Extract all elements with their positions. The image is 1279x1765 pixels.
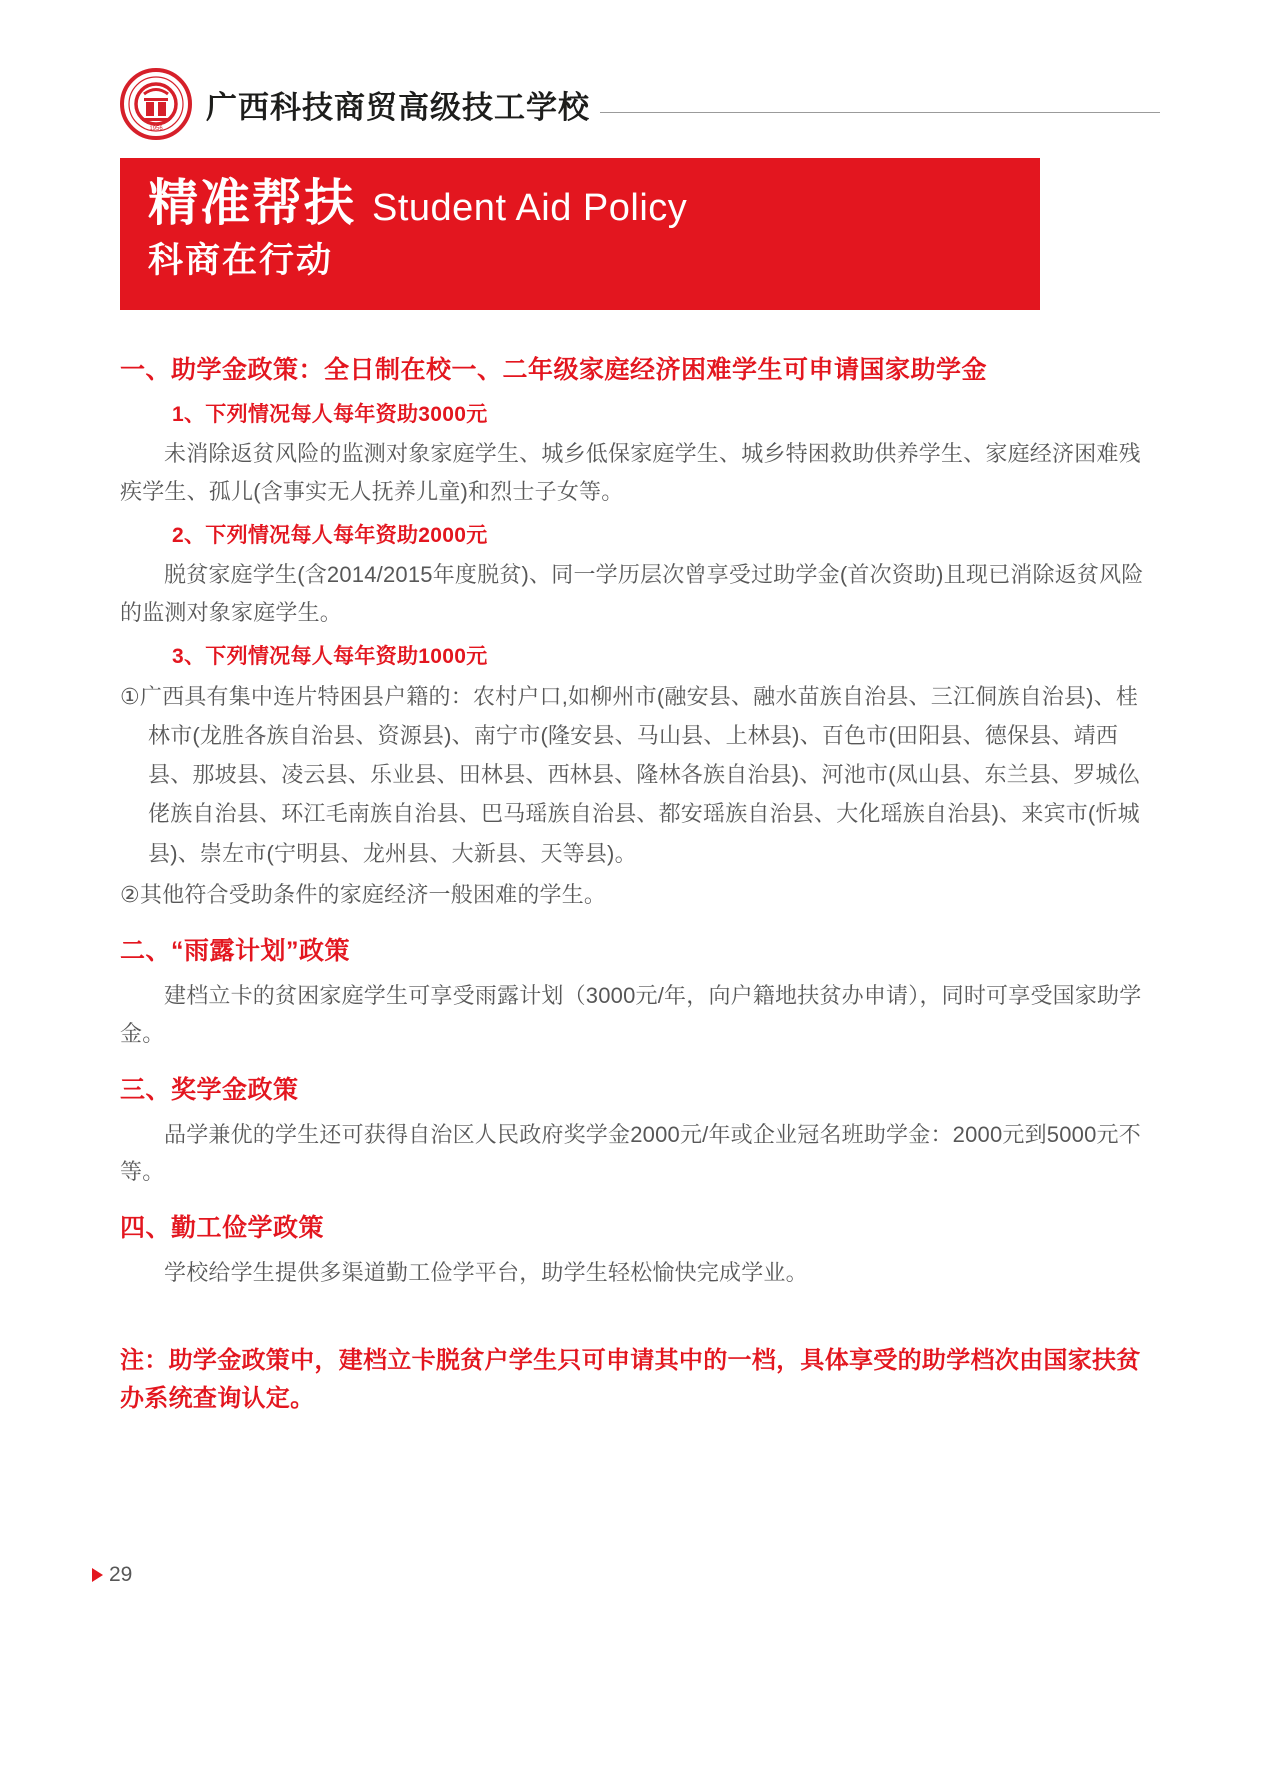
section-2-heading: 二、“雨露计划”政策: [120, 936, 351, 965]
section-1-sub-3-item-1: ①广西具有集中连片特困县户籍的：农村户口,如柳州市(融安县、融水苗族自治县、三江侗族自治县)、桂林市(龙胜各族自治县、资源县)、南宁市(隆安县、马山县、上林县)、百色市(田阳县、德保县、靖西县、那坡县、凌云县、乐业县、田林县、西林县、隆林各族自治县)、河池市(凤山县、东兰县、罗城仫佬族自治县、环江毛南族自治县、巴马瑶族自治县、都安瑶族自治县、大化瑶族自治县)、来宾市(忻城县)、崇左市(宁明县、龙州县、大新县、天等县)。: [120, 683, 1140, 866]
school-name: 广西科技商贸高级技工学校: [206, 89, 590, 125]
banner-title-cn: 精准帮扶: [148, 175, 356, 231]
section-1-sub-2-heading: 2、下列情况每人每年资助2000元: [172, 523, 488, 547]
section-1-sub-3-heading: 3、下列情况每人每年资助1000元: [172, 644, 488, 668]
section-3-body: 品学兼优的学生还可获得自治区人民政府奖学金2000元/年或企业冠名班助学金：2000元到5000元不等。: [120, 1121, 1141, 1185]
section-3-heading: 三、奖学金政策: [120, 1075, 299, 1104]
content-body: [120, 352, 1160, 1443]
page-footer: [92, 1563, 132, 1587]
section-1-sub-3-item-2: ②其他符合受助条件的家庭经济一般困难的学生。: [120, 881, 607, 907]
banner-subtitle-cn: 科商在行动: [148, 241, 334, 280]
section-1-heading: 一、助学金政策：全日制在校一、二年级家庭经济困难学生可申请国家助学金: [120, 356, 988, 384]
section-1-sub-1-body: 未消除返贫风险的监测对象家庭学生、城乡低保家庭学生、城乡特困救助供养学生、家庭经济困难残疾学生、孤儿(含事实无人抚养儿童)和烈士子女等。: [120, 440, 1141, 504]
section-1-sub-1-heading: 1、下列情况每人每年资助3000元: [172, 402, 488, 426]
masthead: [120, 68, 1160, 140]
section-4-heading: 四、勤工俭学政策: [120, 1214, 325, 1243]
school-logo-icon: [120, 68, 192, 140]
svg-text:1956: 1956: [149, 126, 163, 132]
section-2-body: 建档立卡的贫困家庭学生可享受雨露计划（3000元/年，向户籍地扶贫办申请），同时可享受国家助学金。: [120, 982, 1142, 1046]
banner-title-en: Student Aid Policy: [372, 187, 688, 229]
masthead-divider: [600, 112, 1160, 113]
policy-note: 注：助学金政策中，建档立卡脱贫户学生只可申请其中的一档，具体享受的助学档次由国家扶贫办系统查询认定。: [120, 1347, 1141, 1413]
page-marker-triangle-icon: [92, 1568, 103, 1582]
page-number: 29: [109, 1563, 133, 1586]
banner-primary-line: [148, 175, 1040, 231]
title-banner: [120, 158, 1040, 310]
section-4-body: 学校给学生提供多渠道勤工俭学平台，助学生轻松愉快完成学业。: [164, 1260, 808, 1286]
section-1-sub-2-body: 脱贫家庭学生(含2014/2015年度脱贫)、同一学历层次曾享受过助学金(首次资助)且现已消除返贫风险的监测对象家庭学生。: [120, 561, 1144, 625]
